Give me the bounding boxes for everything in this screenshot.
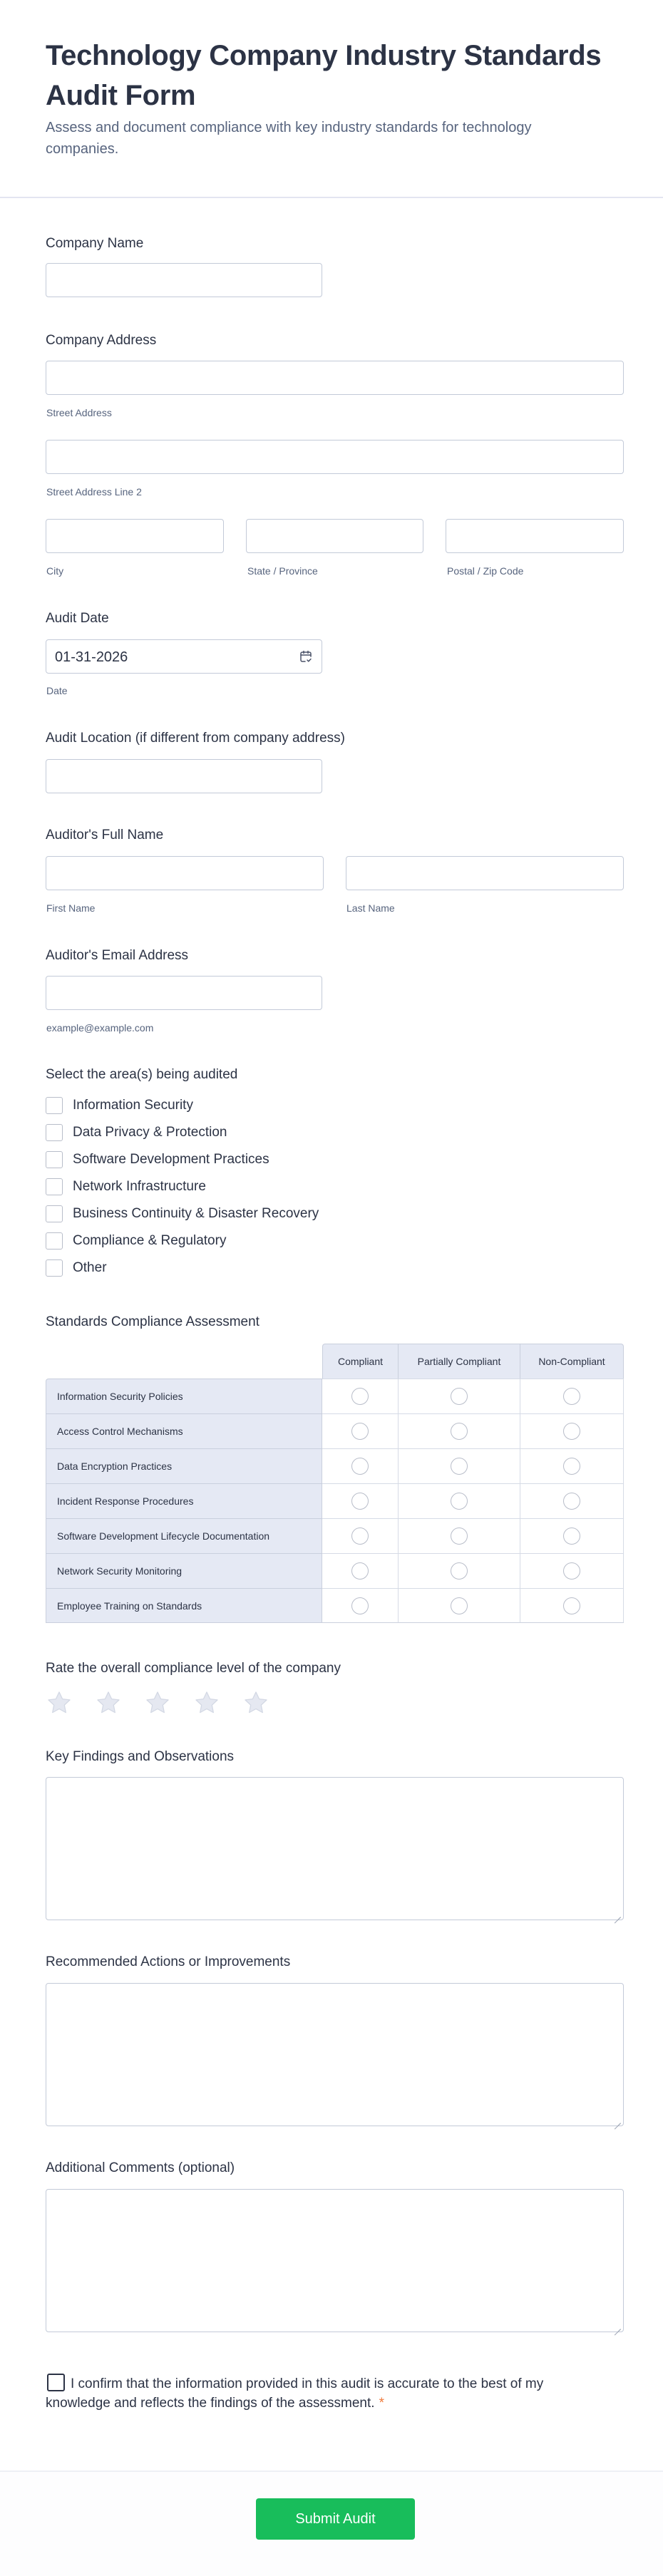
area-option-compliance-regulatory[interactable] [46,1232,226,1250]
radio-compliant[interactable] [351,1423,369,1440]
key-findings-label: Key Findings and Observations [46,1749,235,1764]
form-header [0,0,663,198]
star-rating [46,1689,292,1716]
recommended-actions-textarea[interactable] [46,1983,624,2126]
area-option-information-security[interactable] [46,1096,193,1115]
radio-compliant[interactable] [351,1388,369,1405]
matrix-column-header: Partially Compliant [399,1344,520,1379]
radio-non-compliant[interactable] [563,1423,580,1440]
radio-partially-compliant[interactable] [451,1423,468,1440]
checkbox-label: Information Security [73,1098,193,1113]
radio-compliant[interactable] [351,1597,369,1614]
radio-partially-compliant[interactable] [451,1388,468,1405]
auditor-email-label: Auditor's Email Address [46,948,189,963]
checkbox-label: Other [73,1260,107,1275]
radio-non-compliant[interactable] [563,1562,580,1580]
matrix-column-header: Compliant [322,1344,399,1379]
matrix-label: Standards Compliance Assessment [46,1314,259,1329]
checkbox[interactable] [46,1205,63,1222]
first-name-sublabel: First Name [46,902,96,914]
submit-button[interactable]: Submit Audit [256,2498,415,2540]
matrix-row-label: Access Control Mechanisms [46,1413,322,1448]
radio-non-compliant[interactable] [563,1388,580,1405]
checkbox[interactable] [46,1097,63,1114]
matrix-row-label: Incident Response Procedures [46,1483,322,1518]
last-name-input[interactable] [346,856,624,890]
auditor-email-hint: example@example.com [46,1022,154,1034]
form-footer [0,2471,663,2576]
calendar-check-icon[interactable] [299,649,313,664]
checkbox[interactable] [46,1151,63,1168]
area-option-software-development[interactable] [46,1150,269,1169]
resize-handle-icon[interactable] [614,2322,621,2329]
key-findings-textarea[interactable] [46,1777,624,1920]
state-sublabel: State / Province [247,565,318,577]
street-address-line2-sublabel: Street Address Line 2 [46,486,142,498]
area-option-data-privacy[interactable] [46,1123,227,1142]
radio-non-compliant[interactable] [563,1597,580,1614]
city-sublabel: City [46,565,64,577]
area-option-network-infrastructure[interactable] [46,1178,206,1196]
additional-comments-label: Additional Comments (optional) [46,2160,235,2175]
matrix-row [46,1588,624,1623]
zip-input[interactable] [446,519,624,553]
audit-date-value: 01-31-2026 [55,649,128,665]
audit-location-input[interactable] [46,759,322,793]
compliance-matrix [46,1344,624,1623]
checkbox[interactable] [46,1232,63,1250]
radio-partially-compliant[interactable] [451,1597,468,1614]
star-icon[interactable] [95,1689,122,1716]
required-asterisk: * [379,2396,384,2411]
additional-comments-textarea[interactable] [46,2189,624,2332]
confirmation-field [46,2374,545,2413]
area-option-other[interactable] [46,1259,107,1277]
audit-location-label: Audit Location (if different from company address) [46,731,345,746]
resize-handle-icon[interactable] [614,2116,621,2123]
matrix-row [46,1518,624,1553]
matrix-row-label: Employee Training on Standards [46,1588,322,1623]
audit-date-sublabel: Date [46,685,68,696]
star-icon[interactable] [242,1689,269,1716]
checkbox-label: Software Development Practices [73,1152,269,1167]
radio-non-compliant[interactable] [563,1527,580,1545]
matrix-row [46,1413,624,1448]
radio-partially-compliant[interactable] [451,1458,468,1475]
checkbox-label: Data Privacy & Protection [73,1125,227,1140]
audit-date-label: Audit Date [46,611,109,626]
resize-handle-icon[interactable] [614,1910,621,1917]
matrix-row [46,1379,624,1413]
matrix-row-label: Data Encryption Practices [46,1448,322,1483]
street-address-line2-input[interactable] [46,440,624,474]
star-icon[interactable] [46,1689,73,1716]
matrix-row [46,1553,624,1588]
radio-non-compliant[interactable] [563,1493,580,1510]
city-input[interactable] [46,519,224,553]
matrix-column-header: Non-Compliant [520,1344,624,1379]
star-icon[interactable] [193,1689,220,1716]
street-address-input[interactable] [46,361,624,395]
page-title: Technology Company Industry Standards Audit Form [46,40,602,111]
page-subtitle: Assess and document compliance with key industry standards for technology companies. [46,120,532,157]
matrix-row-label: Network Security Monitoring [46,1553,322,1588]
radio-non-compliant[interactable] [563,1458,580,1475]
radio-partially-compliant[interactable] [451,1562,468,1580]
checkbox-label: Network Infrastructure [73,1179,206,1194]
company-name-label: Company Name [46,236,144,251]
radio-compliant[interactable] [351,1562,369,1580]
checkbox[interactable] [46,1178,63,1195]
checkbox-label: Compliance & Regulatory [73,1233,227,1248]
radio-compliant[interactable] [351,1493,369,1510]
state-input[interactable] [246,519,423,553]
auditor-name-label: Auditor's Full Name [46,828,164,843]
matrix-row-label: Information Security Policies [46,1379,322,1413]
checkbox[interactable] [46,1259,63,1277]
matrix-row-label: Software Development Lifecycle Documentation [46,1518,322,1553]
auditor-email-input[interactable] [46,976,322,1010]
matrix-row [46,1448,624,1483]
areas-label: Select the area(s) being audited [46,1067,238,1082]
radio-compliant[interactable] [351,1458,369,1475]
audit-date-input[interactable] [46,639,322,674]
company-name-input[interactable] [46,263,322,297]
matrix-corner [46,1344,322,1379]
area-option-business-continuity[interactable] [46,1205,319,1223]
company-address-label: Company Address [46,333,157,348]
last-name-sublabel: Last Name [346,902,395,914]
checkbox-label: Business Continuity & Disaster Recovery [73,1206,319,1221]
confirmation-checkbox[interactable] [47,2374,65,2391]
radio-compliant[interactable] [351,1527,369,1545]
first-name-input[interactable] [46,856,324,890]
zip-sublabel: Postal / Zip Code [447,565,524,577]
star-icon[interactable] [144,1689,171,1716]
checkbox[interactable] [46,1124,63,1141]
radio-partially-compliant[interactable] [451,1527,468,1545]
street-address-sublabel: Street Address [46,407,112,418]
recommended-actions-label: Recommended Actions or Improvements [46,1954,291,1969]
rating-label: Rate the overall compliance level of the company [46,1661,341,1676]
matrix-row [46,1483,624,1518]
radio-partially-compliant[interactable] [451,1493,468,1510]
confirmation-text: I confirm that the information provided in this audit is accurate to the best of my knowledge and reflects the findings of the assessment. [46,2376,544,2411]
